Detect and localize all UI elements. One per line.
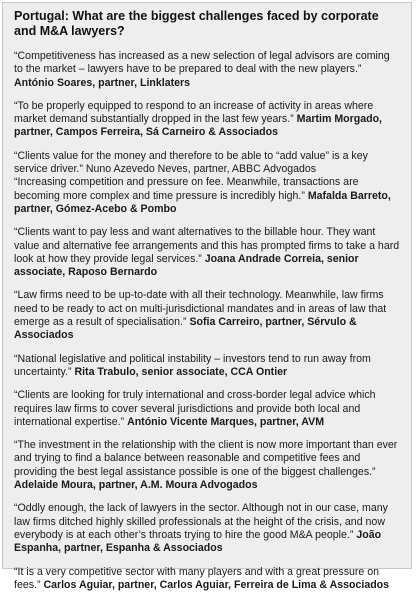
quote-text: “National legislative and political instability – investors tend to run away from uncertainty.” xyxy=(14,353,371,378)
quote-attribution: Adelaide Moura, partner, A.M. Moura Advogados xyxy=(14,479,258,491)
quote-item xyxy=(14,389,401,429)
quote-text: “Law firms need to be up-to-date with all their technology. Meanwhile, law firms need to be ready to act on multi-jurisdictional mandates and in areas of law that emerge as a result of specialisation.” xyxy=(14,289,386,328)
quote-attribution: Martim Morgado, partner, Campos Ferreira, Sá Carneiro & Associados xyxy=(14,113,382,138)
quote-item xyxy=(14,502,401,555)
quote-attribution: Carlos Aguiar, partner, Carlos Aguiar, Ferreira de Lima & Associados xyxy=(43,579,389,591)
quote-attribution: António Vicente Marques, partner, AVM xyxy=(127,416,324,428)
quote-text: “Oddly enough, the lack of lawyers in the sector. Although not in our case, many law firms ditched highly skilled professionals at the height of the crisis, and now everybody is at each other’s throats trying to hire the good M&A people.” xyxy=(14,502,388,541)
quote-text: “Increasing competition and pressure on fee. Meanwhile, transactions are becoming more complex and time pressure is incredibly high.” xyxy=(14,176,358,201)
quote-item xyxy=(14,439,401,492)
quote-text: “Competitiveness has increased as a new selection of legal advisors are coming to the market – lawyers have to be prepared to deal with the new players.” xyxy=(14,50,390,75)
quote-text: “Clients want to pay less and want alternatives to the billable hour. They want value and alternative fee arrangements and this has prompted firms to take a hard look at how they provide legal services.” xyxy=(14,226,399,265)
quote-text: “It is a very competitive sector with many players and with a great pressure on fees.” xyxy=(14,566,379,591)
quotes-list xyxy=(14,50,401,592)
quote-item xyxy=(14,226,401,279)
quote-item xyxy=(14,50,401,90)
quote-text: “Clients are looking for truly international and cross-border legal advice which requires law firms to cover several jurisdictions and provide both local and international expertise.” xyxy=(14,389,376,428)
quote-attribution: Sofia Carreiro, partner, Sérvulo & Associados xyxy=(14,316,357,341)
quote-second-part xyxy=(14,176,401,216)
quote-item xyxy=(14,100,401,140)
quote-item xyxy=(14,150,401,216)
quote-text: “Clients value for the money and therefore to be able to “add value” is a key service driver.” xyxy=(14,150,368,175)
quote-text: “The investment in the relationship with the client is now more important than ever and trying to find a balance between reasonable and competitive fees and providing the best legal assistance possible is one of the biggest challenges.” xyxy=(14,439,397,478)
quote-attribution: João Espanha, partner, Espanha & Associados xyxy=(14,529,381,554)
article-sidebar-box xyxy=(2,2,412,569)
quote-attribution: Rita Trabulo, senior associate, CCA Ontier xyxy=(74,366,287,378)
quote-attribution: Mafalda Barreto, partner, Gómez-Acebo & Pombo xyxy=(14,190,391,215)
box-title: Portugal: What are the biggest challenges faced by corporate and M&A lawyers? xyxy=(14,9,401,39)
quote-attribution: Nuno Azevedo Neves, partner, ABBC Advogados xyxy=(86,163,316,175)
quote-item xyxy=(14,566,401,592)
quote-item xyxy=(14,289,401,342)
quote-attribution: Joana Andrade Correia, senior associate, Raposo Bernardo xyxy=(14,253,359,278)
quote-text: “To be properly equipped to respond to an increase of activity in areas where market demand substantially dropped in the last few years.” xyxy=(14,100,373,125)
quote-attribution: António Soares, partner, Linklaters xyxy=(14,77,190,89)
quote-item xyxy=(14,353,401,380)
